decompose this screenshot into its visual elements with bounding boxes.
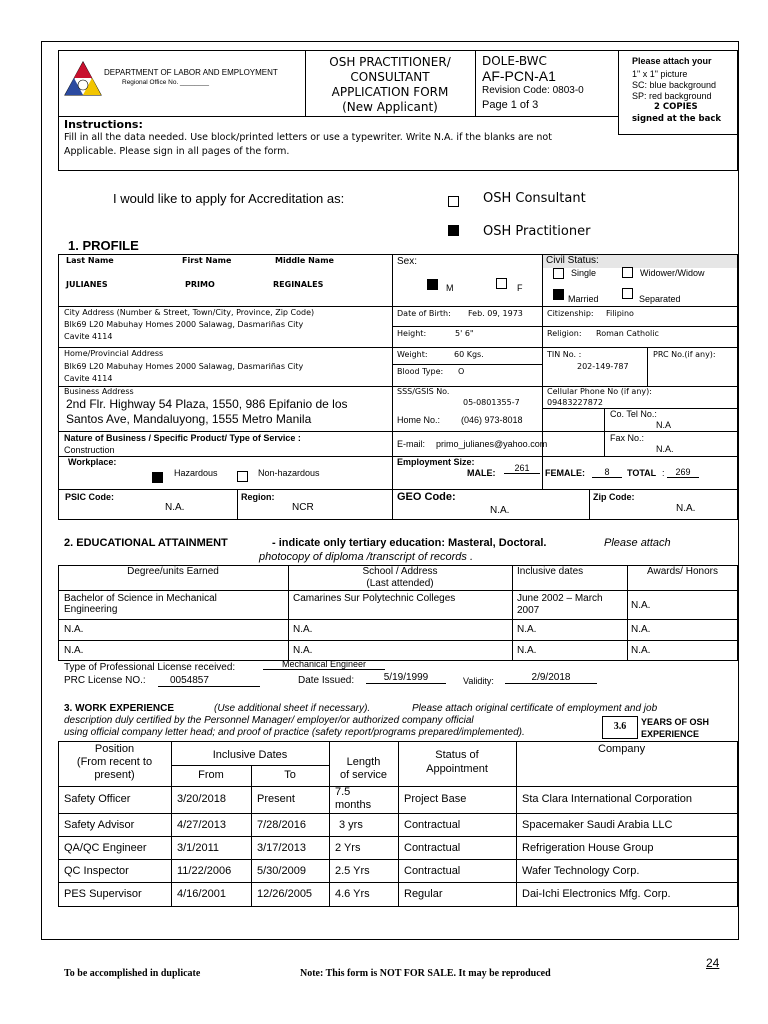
work-row-2-from: 4/27/2013	[177, 819, 226, 831]
home-address-label: Home/Provincial Address	[64, 349, 164, 358]
blood-type-value: O	[458, 367, 465, 376]
city-address-label: City Address (Number & Street, Town/City, Province, Zip Code)	[64, 308, 315, 317]
home-no-label: Home No.:	[397, 415, 441, 425]
license-type-value: Mechanical Engineer	[263, 659, 385, 670]
middle-name-label: Middle Name	[275, 256, 334, 265]
work-row-1-to: Present	[257, 793, 295, 805]
work-row-1-length: 7.5	[335, 786, 351, 798]
workplace-label: Workplace:	[68, 457, 117, 467]
work-attach-2: description duly certified by the Personnel Manager/ employer/or authorized company official	[64, 715, 474, 726]
female-value: 8	[592, 467, 622, 478]
form-title-2: CONSULTANT	[350, 70, 430, 84]
sss-value: 05-0801355-7	[463, 398, 520, 407]
dole-logo-icon	[63, 60, 103, 98]
edu-row-2-awards: N.A.	[631, 624, 651, 635]
edu-row-3-school: N.A.	[293, 645, 313, 656]
education-attach: Please attach	[604, 537, 671, 549]
fax-label: Fax No.:	[610, 433, 645, 443]
work-row-4-position: QC Inspector	[64, 865, 129, 877]
city-address-line-1: Blk69 L20 Mabuhay Homes 2000 Salawag, Dasmariñas City	[64, 320, 304, 329]
first-name-label: First Name	[182, 256, 232, 265]
sss-label: SSS/GSIS No.	[397, 387, 450, 396]
work-row-4-status: Contractual	[404, 865, 461, 877]
work-row-2-length: 3 yrs	[339, 819, 363, 831]
work-row-1-from: 3/20/2018	[177, 793, 226, 805]
agency-name: DEPARTMENT OF LABOR AND EMPLOYMENT	[104, 68, 278, 77]
first-name-value: PRIMO	[185, 280, 215, 289]
work-row-5-position: PES Supervisor	[64, 888, 142, 900]
dob-value: Feb. 09, 1973	[468, 309, 523, 318]
edu-row-2-school: N.A.	[293, 624, 313, 635]
civil-status-label: Civil Status:	[546, 255, 599, 266]
home-no-value: (046) 973-8018	[461, 415, 523, 425]
edu-col-degree: Degree/units Earned	[127, 566, 219, 577]
validity-label: Validity:	[463, 676, 494, 686]
email-label: E-mail:	[397, 439, 426, 449]
non-hazardous-checkbox[interactable]	[237, 471, 248, 482]
hazardous-checkbox[interactable]	[152, 472, 163, 483]
form-title-3: APPLICATION FORM	[331, 85, 449, 99]
employment-size-label: Employment Size:	[397, 457, 475, 467]
work-row-3-from: 3/1/2011	[177, 842, 220, 854]
email-value: primo_julianes@yahoo.com	[436, 439, 548, 449]
sex-female-label: F	[517, 283, 523, 293]
separated-checkbox[interactable]	[622, 288, 633, 299]
psic-label: PSIC Code:	[65, 492, 115, 502]
work-row-3-length: 2 Yrs	[335, 842, 361, 854]
edu-row-3-degree: N.A.	[64, 645, 84, 656]
form-code-1: DOLE-BWC	[482, 54, 547, 68]
instructions-line-1: Fill in all the data needed. Use block/printed letters or use a typewriter. Write N.A. if the blanks are not	[64, 132, 552, 143]
years-experience-label-2: EXPERIENCE	[641, 729, 700, 739]
work-col-status-1: Status of	[435, 749, 479, 761]
instructions-line-2: Applicable. Please sign in all pages of the form.	[64, 146, 290, 157]
edu-row-2-degree: N.A.	[64, 624, 84, 635]
work-row-5-from: 4/16/2001	[177, 888, 226, 900]
work-col-company: Company	[598, 743, 646, 755]
photo-note-5: 2 COPIES	[654, 102, 698, 112]
work-heading: 3. WORK EXPERIENCE	[64, 703, 175, 714]
tin-label: TIN No. :	[547, 350, 582, 359]
last-name-value: JULIANES	[66, 280, 108, 289]
photo-note-3: SC: blue background	[632, 80, 717, 90]
edu-row-1-degree: Bachelor of Science in Mechanical	[64, 593, 217, 604]
work-heading-note: (Use additional sheet if necessary).	[214, 703, 371, 714]
weight-value: 60 Kgs.	[454, 350, 484, 359]
business-address-line-2: Santos Ave, Mandaluyong, 1555 Metro Manila	[66, 412, 312, 426]
citizenship-value: Filipino	[606, 309, 634, 318]
work-row-5-company: Dai-Ichi Electronics Mfg. Corp.	[522, 888, 671, 900]
page-number: 24	[706, 956, 720, 970]
tin-value: 202-149-787	[577, 362, 629, 371]
married-label: Married	[568, 294, 599, 304]
edu-col-awards: Awards/ Honors	[647, 566, 718, 577]
edu-col-dates: Inclusive dates	[517, 566, 584, 577]
nature-value: Construction	[64, 445, 115, 455]
education-heading-note: - indicate only tertiary education: Masteral, Doctoral.	[272, 537, 547, 549]
male-value: 261	[504, 463, 540, 474]
work-col-position-3: present)	[94, 769, 135, 781]
business-address-label: Business Address	[64, 387, 134, 396]
work-col-to: To	[284, 769, 296, 781]
edu-col-school: School / Address	[362, 566, 438, 577]
nature-label: Nature of Business / Specific Product/ Type of Service :	[64, 433, 301, 443]
last-name-label: Last Name	[66, 256, 114, 265]
instructions-title: Instructions:	[64, 118, 143, 131]
religion-label: Religion:	[547, 329, 582, 338]
height-label: Height:	[397, 329, 427, 338]
photo-note-1: Please attach your	[632, 56, 712, 66]
middle-name-value: REGINALES	[273, 280, 324, 289]
edu-row-3-awards: N.A.	[631, 645, 651, 656]
cell-label: Cellular Phone No (if any):	[547, 387, 652, 396]
work-col-length-1: Length	[346, 756, 381, 768]
work-col-from: From	[198, 769, 224, 781]
weight-label: Weight:	[397, 350, 428, 359]
co-tel-value: N.A	[656, 420, 672, 430]
zip-value: N.A.	[676, 503, 696, 514]
work-row-3-position: QA/QC Engineer	[64, 842, 147, 854]
zip-label: Zip Code:	[593, 492, 635, 502]
geo-label: GEO Code:	[397, 491, 456, 503]
photo-note-4: SP: red background	[632, 91, 712, 101]
sex-female-checkbox[interactable]	[496, 278, 507, 289]
edu-row-1-awards: N.A.	[631, 600, 651, 611]
form-code-2: AF-PCN-A1	[482, 68, 556, 84]
work-row-3-to: 3/17/2013	[257, 842, 306, 854]
work-row-2-company: Spacemaker Saudi Arabia LLC	[522, 819, 673, 831]
regional-office: Regional Office No. ________	[122, 79, 209, 86]
prc-license-value: 0054857	[158, 675, 260, 687]
profile-heading: 1. PROFILE	[68, 238, 139, 253]
footer-note: Note: This form is NOT FOR SALE. It may be reproduced	[300, 968, 551, 979]
work-row-2-position: Safety Advisor	[64, 819, 135, 831]
work-attach-1: Please attach original certificate of employment and job	[412, 703, 658, 714]
total-label: TOTAL	[627, 468, 657, 478]
single-label: Single	[571, 268, 597, 278]
work-col-status-2: Appointment	[426, 763, 488, 775]
hazardous-label: Hazardous	[174, 468, 218, 478]
religion-value: Roman Catholic	[596, 329, 659, 338]
single-checkbox[interactable]	[553, 268, 564, 279]
non-hazardous-label: Non-hazardous	[258, 468, 320, 478]
photo-note-2: 1" x 1" picture	[632, 69, 688, 79]
years-experience-value: 3.6	[613, 721, 627, 732]
date-issued-value: 5/19/1999	[366, 672, 446, 684]
dob-label: Date of Birth:	[397, 309, 451, 318]
years-experience-label-1: YEARS OF OSH	[641, 717, 710, 727]
work-row-1-company: Sta Clara International Corporation	[522, 793, 692, 805]
apply-text: I would like to apply for Accreditation as:	[113, 191, 345, 206]
fax-value: N.A.	[656, 444, 674, 454]
edu-row-1-dates: June 2002 – March	[517, 593, 603, 604]
osh-consultant-checkbox[interactable]	[448, 196, 459, 207]
work-row-3-status: Contractual	[404, 842, 461, 854]
work-row-3-company: Refrigeration House Group	[522, 842, 654, 854]
date-issued-label: Date Issued:	[298, 675, 355, 686]
citizenship-label: Citizenship:	[547, 309, 594, 318]
footer-duplicate: To be accomplished in duplicate	[64, 968, 201, 979]
osh-practitioner-label: OSH Practitioner	[483, 224, 591, 239]
cell-value: 09483227872	[547, 398, 603, 407]
psic-value: N.A.	[165, 502, 185, 513]
form-title-1: OSH PRACTITIONER/	[329, 55, 451, 69]
work-row-5-length: 4.6 Yrs	[335, 888, 370, 900]
home-address-line-1: Blk69 L20 Mabuhay Homes 2000 Salawag, Dasmariñas City	[64, 362, 304, 371]
work-row-1-position: Safety Officer	[64, 793, 131, 805]
height-value: 5' 6"	[455, 329, 474, 338]
edu-row-3-dates: N.A.	[517, 645, 537, 656]
edu-row-2-dates: N.A.	[517, 624, 537, 635]
widower-checkbox[interactable]	[622, 267, 633, 278]
education-attach-2: photocopy of diploma /transcript of records .	[259, 551, 473, 563]
edu-col-school-2: (Last attended)	[366, 578, 434, 589]
work-row-4-company: Wafer Technology Corp.	[522, 865, 640, 877]
edu-row-1-school: Camarines Sur Polytechnic Colleges	[293, 593, 456, 604]
license-type-label: Type of Professional License received:	[64, 662, 236, 673]
business-address-line-1: 2nd Flr. Highway 54 Plaza, 1550, 986 Epifanio de los	[66, 397, 348, 411]
home-address-line-2: Cavite 4114	[64, 374, 113, 383]
prc-license-label: PRC License NO.:	[64, 675, 146, 686]
edu-row-1-dates-2: 2007	[517, 605, 540, 616]
work-row-5-to: 12/26/2005	[257, 888, 313, 900]
separated-label: Separated	[639, 294, 681, 304]
co-tel-label: Co. Tel No.:	[610, 409, 657, 419]
work-row-1-length-2: months	[335, 799, 372, 811]
osh-practitioner-checkbox[interactable]	[448, 225, 459, 236]
work-attach-3: using official company letter head; and proof of practice (safety report/programs prepared/implemented).	[64, 727, 525, 738]
total-value: 269	[667, 467, 699, 478]
blood-type-label: Blood Type:	[397, 367, 444, 376]
male-label: MALE:	[467, 468, 496, 478]
work-col-length-2: of service	[339, 769, 388, 781]
sex-male-label: M	[446, 283, 454, 293]
work-row-2-status: Contractual	[404, 819, 461, 831]
female-label: FEMALE:	[545, 468, 585, 478]
work-col-position-1: Position	[94, 743, 135, 755]
work-row-5-status: Regular	[404, 888, 443, 900]
region-label: Region:	[241, 492, 275, 502]
work-col-dates: Inclusive Dates	[212, 749, 288, 761]
edu-row-1-degree-2: Engineering	[64, 604, 118, 615]
photo-note-6: signed at the back	[632, 114, 722, 124]
sex-male-checkbox[interactable]	[427, 279, 438, 290]
region-value: NCR	[292, 502, 314, 513]
married-checkbox[interactable]	[553, 289, 564, 300]
work-row-1-status: Project Base	[404, 793, 467, 805]
work-row-4-to: 5/30/2009	[257, 865, 306, 877]
sex-label: Sex:	[397, 256, 418, 267]
page-indicator: Page 1 of 3	[482, 99, 539, 111]
work-row-4-length: 2.5 Yrs	[335, 865, 370, 877]
validity-value: 2/9/2018	[505, 672, 597, 684]
revision-code: Revision Code: 0803-0	[482, 85, 584, 96]
work-row-2-to: 7/28/2016	[257, 819, 306, 831]
geo-value: N.A.	[490, 505, 510, 516]
city-address-line-2: Cavite 4114	[64, 332, 113, 341]
education-heading: 2. EDUCATIONAL ATTAINMENT	[64, 537, 228, 549]
widower-label: Widower/Widow	[640, 268, 705, 278]
prc-no-label: PRC No.(if any):	[653, 350, 716, 359]
osh-consultant-label: OSH Consultant	[483, 191, 586, 206]
form-title-4: (New Applicant)	[342, 100, 438, 114]
work-row-4-from: 11/22/2006	[177, 865, 232, 877]
work-col-position-2: (From recent to	[76, 756, 153, 768]
